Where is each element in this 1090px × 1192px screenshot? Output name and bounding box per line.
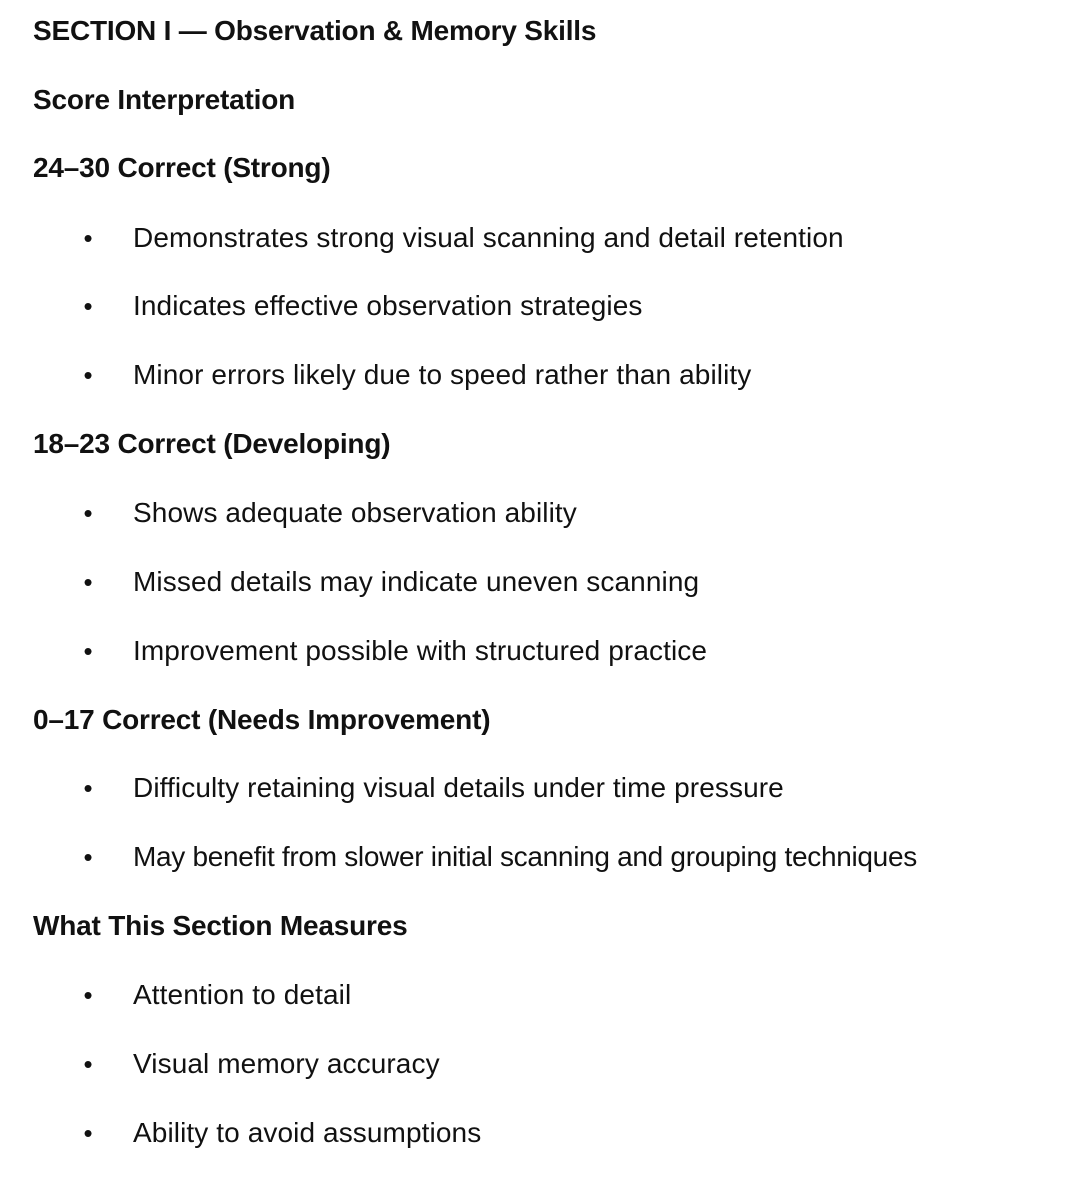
list-item bbox=[0, 631, 1090, 671]
bullet-icon: • bbox=[83, 223, 93, 253]
bullet-icon: • bbox=[83, 498, 93, 528]
list-item-text: Shows adequate observation ability bbox=[133, 497, 577, 528]
list-item-text: Demonstrates strong visual scanning and detail retention bbox=[133, 222, 844, 253]
bullet-icon: • bbox=[83, 360, 93, 390]
list-item bbox=[0, 768, 1090, 808]
list-item bbox=[0, 975, 1090, 1015]
bullet-icon: • bbox=[83, 1049, 93, 1079]
score-interpretation-heading: Score Interpretation bbox=[33, 84, 296, 115]
list-item bbox=[0, 355, 1090, 395]
bullet-icon: • bbox=[83, 842, 93, 872]
list-item-text: Minor errors likely due to speed rather than ability bbox=[133, 359, 752, 390]
list-item bbox=[0, 493, 1090, 533]
bullet-icon: • bbox=[83, 567, 93, 597]
bullet-icon: • bbox=[83, 1118, 93, 1148]
list-item bbox=[0, 218, 1090, 258]
list-item-text: May benefit from slower initial scanning and grouping techniques bbox=[133, 841, 917, 872]
list-item-text: Improvement possible with structured practice bbox=[133, 635, 708, 666]
measures-heading: What This Section Measures bbox=[33, 910, 408, 941]
tier-developing-heading: 18–23 Correct (Developing) bbox=[33, 428, 391, 459]
list-item bbox=[0, 837, 1090, 877]
list-item-text: Ability to avoid assumptions bbox=[133, 1117, 482, 1148]
tier-needs-improvement-heading: 0–17 Correct (Needs Improvement) bbox=[33, 704, 491, 735]
tier-strong-heading: 24–30 Correct (Strong) bbox=[33, 152, 331, 183]
list-item bbox=[0, 1044, 1090, 1084]
section-title: SECTION I — Observation & Memory Skills bbox=[33, 15, 597, 46]
list-item-text: Attention to detail bbox=[133, 979, 352, 1010]
list-item-text: Indicates effective observation strategies bbox=[133, 290, 643, 321]
bullet-icon: • bbox=[83, 291, 93, 321]
list-item bbox=[0, 286, 1090, 326]
bullet-icon: • bbox=[83, 980, 93, 1010]
bullet-icon: • bbox=[83, 636, 93, 666]
list-item-text: Difficulty retaining visual details under time pressure bbox=[133, 772, 784, 803]
list-item bbox=[0, 1113, 1090, 1153]
list-item-text: Visual memory accuracy bbox=[133, 1048, 440, 1079]
bullet-icon: • bbox=[83, 773, 93, 803]
list-item bbox=[0, 562, 1090, 602]
list-item-text: Missed details may indicate uneven scanning bbox=[133, 566, 700, 597]
